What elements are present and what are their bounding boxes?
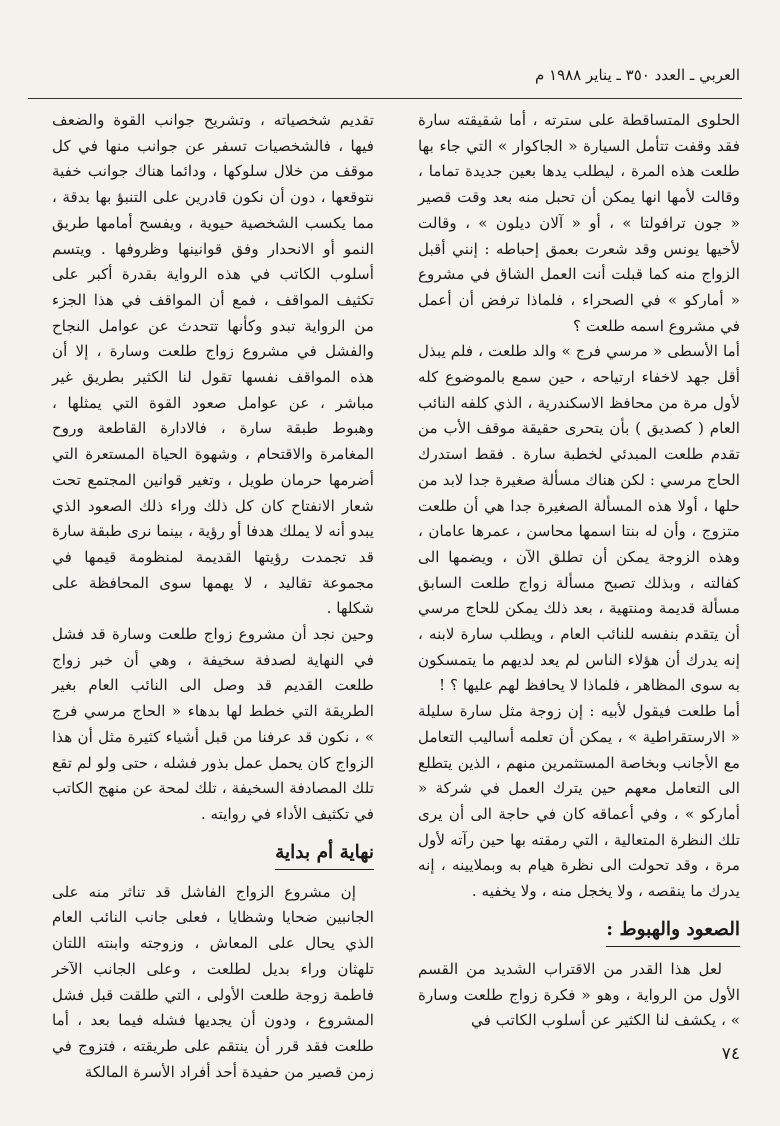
subheading-end-or-beginning: نهاية أم بداية (275, 838, 374, 870)
right-paragraph-2: أما الأسطى « مرسي فرج » والد طلعت ، فلم يبذل أقل جهد لاخفاء ارتياحه ، حين سمع بالموضوع كله لأول مرة من محافظ الاسكندرية ، الذي كلفه النائب العام ( كصديق ) بأن يتحرى حقيقة موقف الأب من تقدم طلعت المبدئي لخطبة سارة . فقط استدرك الحاج مرسي : لكن هناك مسألة صغيرة جدا لابد من حلها ، أولا هذه المسألة الصغيرة جدا هي أن طلعت متزوج ، وأن له بنتا اسمها محاسن ، عمرها عامان ، وهذه الزوجة يمكن أن تطلق الآن ، ويضمها الى كفالته ، وبذلك تصبح مسألة زواج طلعت السابق مسألة قديمة ومنتهية ، بعد ذلك يمكن للحاج مرسي أن يتقدم بنفسه للنائب العام ، ويطلب سارة لابنه ، إنه يدرك أن هؤلاء الناس لم يعد لديهم ما يتمسكون به سوى المظاهر ، فلماذا لا يحافظ لهم عليها ؟ ! (418, 342, 740, 695)
right-paragraph-3: أما طلعت فيقول لأبيه : إن زوجة مثل سارة سليلة « الارستقراطية » ، يمكن أن تعلمه أساليب التعامل مع الأجانب وبخاصة المستثمرين منهم ، الذين يتطلع الى التعامل معهم حين يترك العمل في شركة « أماركو » ، وفي أعماقه كان في حاجة الى أن يرى تلك النظرة المتعالية ، التي رمقته بها حين رآته لأول مرة ، وقد تحولت الى نظرة هيام به وبملايينه ، إنه يدرك ما ينقصه ، ولا يخجل منه ، ولا يخفيه . (418, 702, 740, 901)
right-paragraph-1: الحلوى المتساقطة على سترته ، أما شقيقته سارة فقد وقفت تتأمل السيارة « الجاكوار » التي جاء بها طلعت هذه المرة ، ليطلب يدها بعين جديدة تماما ، وقالت لأمها انها يمكن أن تحبل منه بعد وقت قصير « جون ترافولتا » ، أو « آلان ديلون » ، وقالت لأخيها يونس وقد شعرت بعمق إحباطه : إنني أقبل الزواج منه كما قبلت أنت العمل الشاق في مشروع « أماركو » في الصحراء ، فلماذا ترفض أن أعمل في مشروع اسمه طلعت ؟ (418, 111, 740, 335)
subheading-rise-and-fall: الصعود والهبوط : (606, 915, 740, 947)
right-subheading-wrap (418, 911, 740, 951)
right-paragraph-4: لعل هذا القدر من الاقتراب الشديد من القسم الأول من الرواية ، وهو « فكرة زواج طلعت وسارة » ، يكشف لنا الكثير عن أسلوب الكاتب في (418, 959, 740, 1030)
left-paragraph-1: تقديم شخصياته ، وتشريح جوانب القوة والضعف فيها ، فالشخصيات تسفر عن جوانب منها في كل موقف من خلال سلوكها ، ودائما هناك جوانب خفية نتوقعها ، دون أن نكون قادرين على التنبؤ بها بدقة ، مما يكسب الشخصية حيوية ، ويفسح أمامها طريق النمو أو الانحدار وفق قوانينها وظروفها . ويتسم أسلوب الكاتب في هذه الرواية بقدرة أكبر على تكثيف المواقف ، فمع أن المواقف في هذا الجزء من الرواية تبدو وكأنها تتحدث عن عوامل النجاح والفشل في مشروع زواج طلعت وسارة ، إلا أن هذه المواقف نفسها تقول لنا الكثير بطريق غير مباشر ، عن عوامل صعود القوة التي يمثلها ، وهبوط طبقة سارة ، فالادارة القاطعة وروح المغامرة والاقتحام ، وشهوة الحياة المستعرة التي أضرمها حرمان طويل ، وتغير قوانين المجتمع تحت شعار الانفتاح كان كل ذلك وراء ذلك الصعود الذي يبدو أنه لا يملك هدفا أو رؤية ، بينما نرى طبقة سارة قد تجمدت رؤيتها القديمة لمنظومة قيمها في مجموعة تقاليد ، لا يهمها سوى المحافظة على شكلها . (52, 111, 374, 618)
right-column (418, 108, 740, 1034)
page-number: ٧٤ (721, 1044, 740, 1064)
left-column (52, 108, 374, 1085)
left-paragraph-2: وحين نجد أن مشروع زواج طلعت وسارة قد فشل في النهاية لصدفة سخيفة ، وهي أن خبر زواج طلعت القديم قد وصل الى النائب العام بغير الطريقة التي خطط لها بدهاء « الحاج مرسي فرج » ، نكون قد عرفنا من قبل أشياء كثيرة مثل أن هذا الزواج كان يحمل عمل بذور فشله ، حتى ولو لم تقع تلك المصادفة السخيفة ، تلك لمحة عن منهج الكاتب في تكثيف الأداء في روايته . (52, 625, 374, 823)
left-paragraph-3: إن مشروع الزواج الفاشل قد تناثر منه على الجانبين ضحايا وشظايا ، فعلى جانب النائب العام الذي يحال على المعاش ، وزوجته وابنته اللتان تلهثان وراء بديل لطلعت ، وعلى الجانب الآخر فاطمة زوجة طلعت الأولى ، التي طلقت قبل فشل المشروع ، ودون أن يجديها فشله فيما بعد ، أما طلعت فقد قرر أن ينتقم على طريقته ، فتزوج في زمن قصير من حفيدة أحد أفراد الأسرة المالكة (52, 882, 374, 1081)
left-subheading-wrap (52, 834, 374, 874)
header-rule (28, 98, 742, 99)
running-header: العربي ـ العدد ٣٥٠ ـ يناير ١٩٨٨ م (534, 66, 740, 84)
